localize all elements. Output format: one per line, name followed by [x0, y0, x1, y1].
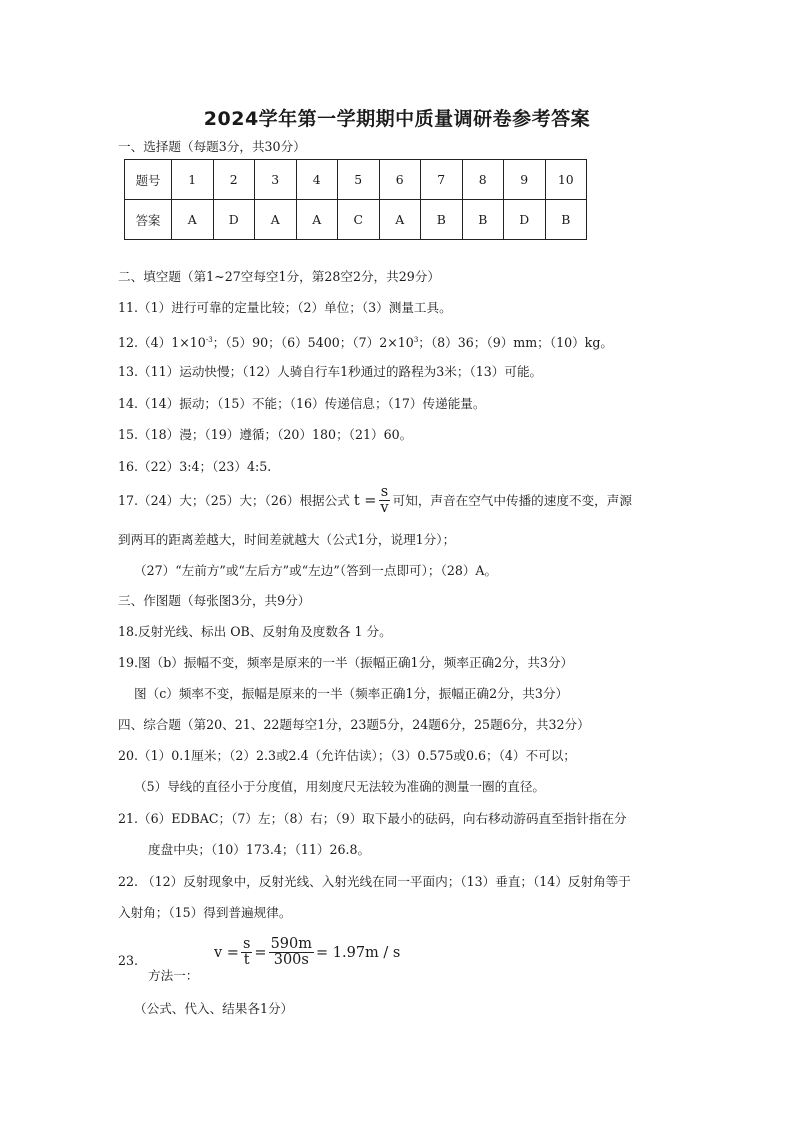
- answer-12-part-a: 12.（4）1×10: [118, 335, 206, 350]
- section1-heading: 一、选择题（每题3分，共30分）: [118, 139, 306, 154]
- section2-heading: 二、填空题（第1~27空每空1分，第28空2分，共29分）: [118, 269, 440, 284]
- fraction-denominator: 300s: [273, 952, 309, 968]
- answer-cell: D: [504, 200, 546, 240]
- speed-equation: [214, 937, 400, 968]
- answer-cell: D: [213, 200, 255, 240]
- fraction-numerator: s: [242, 936, 251, 952]
- answer-15: 15.（18）漫；（19）遵循；（20）180；（21）60。: [118, 427, 413, 442]
- question-number: 8: [462, 160, 504, 200]
- answer-cell: A: [296, 200, 338, 240]
- exponent: -3: [205, 336, 213, 344]
- answer-17: [118, 485, 632, 516]
- answer-23-note: （公式、代入、结果各1分）: [134, 1001, 294, 1016]
- fraction-numerator: s: [380, 484, 389, 500]
- fraction-values: [269, 937, 314, 968]
- fraction-s-over-t: [241, 937, 252, 968]
- answer-cell: A: [255, 200, 297, 240]
- question-number: 2: [213, 160, 255, 200]
- answer-cell: A: [379, 200, 421, 240]
- answer-17-line3: （27）“左前方”或“左后方”或“左边”（答到一点即可）；（28）A。: [134, 563, 498, 578]
- answer-22-line1: 22. （12）反射现象中，反射光线、入射光线在同一平面内；（13）垂直；（14）反射角等于: [118, 874, 631, 889]
- answer-17-part-a: 17.（24）大；（25）大；（26）根据公式: [118, 492, 350, 508]
- answer-cell: B: [462, 200, 504, 240]
- page-title: 2024学年第一学期期中质量调研卷参考答案: [203, 108, 591, 130]
- answer-row: [125, 200, 587, 240]
- answer-16: 16.（22）3:4；（23）4:5.: [118, 459, 272, 474]
- equation-v: v =: [214, 944, 239, 961]
- answer-13: 13.（11）运动快慢；（12）人骑自行车1秒通过的路程为3米；（13）可能。: [118, 364, 543, 379]
- question-number: 3: [255, 160, 297, 200]
- fraction-numerator: 590m: [270, 936, 312, 952]
- equals-sign: =: [254, 944, 267, 961]
- answer-cell: B: [545, 200, 587, 240]
- answer-12-part-c: ；（8）36；（9）mm；（10）kg。: [418, 335, 613, 350]
- answer-19-c: 图（c）频率不变，振幅是原来的一半（频率正确1分，振幅正确2分，共3分）: [134, 686, 569, 701]
- fraction-denominator: v: [380, 500, 389, 516]
- answer-23-label: 23.: [118, 953, 139, 968]
- answer-21-line1: 21.（6）EDBAC；（7）左；（8）右；（9）取下最小的砝码，向右移动游码直至指针指在分: [118, 811, 627, 826]
- section4-heading: 四、综合题（第20、21、22题每空1分，23题5分，24题6分，25题6分，共32分）: [118, 717, 590, 732]
- answer-17-line2: 到两耳的距离差越大，时间差就越大（公式1分，说理1分）；: [118, 532, 456, 547]
- equation-result: = 1.97m / s: [316, 944, 401, 961]
- answer-17-part-b: 可知，声音在空气中传播的速度不变，声源: [392, 492, 632, 508]
- method-one-label: 方法一：: [148, 968, 199, 983]
- question-number: 1: [172, 160, 214, 200]
- fraction-denominator: t: [243, 952, 250, 968]
- answer-19-b: 19.图（b）振幅不变，频率是原来的一半（振幅正确1分，频率正确2分，共3分）: [118, 655, 574, 670]
- formula-t: t =: [353, 492, 377, 509]
- answer-14: 14.（14）振动；（15）不能；（16）传递信息；（17）传递能量。: [118, 396, 486, 411]
- answer-20-line1: 20.（1）0.1厘米；（2）2.3或2.4（允许估读）；（3）0.575或0.6；（4）不可以；: [118, 748, 576, 763]
- answer-21-line2: 度盘中央；（10）173.4；（11）26.8。: [148, 842, 371, 857]
- answer-11: 11.（1）进行可靠的定量比较；（2）单位；（3）测量工具。: [118, 300, 452, 315]
- answer-18: 18.反射光线、标出 OB、反射角及度数各 1 分。: [118, 624, 392, 639]
- question-number: 4: [296, 160, 338, 200]
- question-number: 7: [421, 160, 463, 200]
- answer-20-line2: （5）导线的直径小于分度值，用刻度尺无法较为准确的测量一圈的直径。: [134, 779, 546, 794]
- answer-22-line2: 入射角；（15）得到普遍规律。: [118, 905, 292, 920]
- question-number: 10: [545, 160, 587, 200]
- answer-12: [118, 332, 613, 351]
- answer-12-part-b: ；（5）90；（6）5400；（7）2×10: [212, 335, 414, 350]
- question-row-label: 题号: [125, 160, 172, 200]
- question-number: 5: [338, 160, 380, 200]
- question-number: 9: [504, 160, 546, 200]
- answer-table: [124, 159, 587, 240]
- answer-row-label: 答案: [125, 200, 172, 240]
- answer-cell: B: [421, 200, 463, 240]
- question-row: [125, 160, 587, 200]
- question-number: 6: [379, 160, 421, 200]
- section3-heading: 三、作图题（每张图3分，共9分）: [118, 593, 311, 608]
- answer-cell: A: [172, 200, 214, 240]
- fraction-s-over-v: [378, 485, 390, 516]
- answer-cell: C: [338, 200, 380, 240]
- exponent: 3: [413, 336, 419, 344]
